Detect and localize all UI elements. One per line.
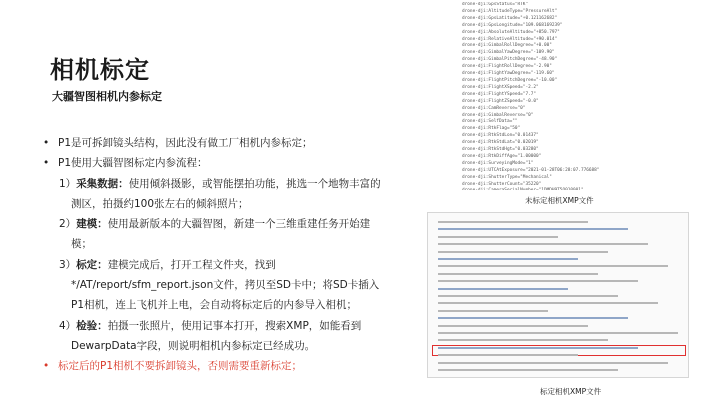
xmp-text-line — [438, 362, 668, 364]
xmp-line: drone-dji:FlightXSpeed="-2.2" — [462, 84, 539, 90]
xmp-text-line — [438, 310, 548, 312]
xmp-text-line — [438, 295, 618, 297]
step-number: 3） — [59, 258, 77, 271]
xmp-text-line — [438, 288, 568, 290]
xmp-text-line — [438, 302, 658, 304]
xmp-line: drone-dji:SelfData="" — [462, 119, 518, 125]
step-text: 拍摄一张照片，使用记事本打开，搜索XMP，如能看到DewarpData字段，则说明相机内参标定已经成功。 — [71, 319, 362, 352]
xmp-line: drone-dji:RelativeAltitude="+90.014" — [462, 36, 558, 42]
step-number: 4） — [59, 319, 77, 332]
xmp-line: drone-dji:GimbalYawDegree="-109.90" — [462, 50, 555, 56]
xmp-line: drone-dji:ShutterType="Mechanical" — [462, 174, 552, 180]
xmp-text-line — [438, 317, 628, 319]
step-text: 使用最新版本的大疆智图，新建一个三维重建任务开始建模； — [71, 218, 371, 251]
xmp-text-line — [438, 280, 638, 282]
step-modeling — [40, 214, 385, 255]
xmp-line: drone-dji:UTCAtExposure="2021-01-28T06:28:07.776688" — [462, 167, 600, 173]
xmp-line: drone-dji:GpsStatus="RTK" — [462, 2, 529, 7]
step-collect-data — [40, 174, 385, 215]
xmp-text-line — [438, 369, 618, 371]
step-keyword: 标定： — [76, 258, 108, 271]
xmp-line: drone-dji:GimbalRollDegree="+0.00" — [462, 43, 552, 49]
bullet-dot-icon: • — [43, 157, 50, 170]
xmp-line — [462, 188, 637, 190]
xmp-text-line — [438, 236, 558, 238]
bullet-dot-icon: • — [43, 137, 50, 149]
xmp-text-line — [438, 221, 588, 223]
bullet-item — [40, 153, 385, 173]
bullet-item — [40, 133, 385, 153]
step-text: 使用倾斜摄影，或智能摆拍功能，挑选一个地物丰富的测区，拍摄约100张左右的倾斜照片； — [71, 177, 381, 210]
xmp-line: drone-dji:SurveyingMode="1" — [462, 160, 534, 166]
bullet-text: 标定后的P1相机不要拆卸镜头，否则需要重新标定； — [58, 360, 303, 373]
xmp-line: drone-dji:FlightZSpeed="-0.0" — [462, 98, 539, 104]
xmp-line: drone-dji:RtkStdHgt="0.03280" — [462, 147, 539, 153]
step-verification — [40, 316, 385, 357]
step-keyword: 采集数据： — [76, 177, 129, 190]
xmp-text-line — [438, 243, 648, 245]
bullet-text: P1使用大疆智图标定内参流程： — [58, 157, 208, 170]
bullet-dot-icon: • — [43, 360, 50, 373]
slide-title: 相机标定 — [50, 56, 150, 84]
step-keyword: 检验： — [76, 319, 108, 332]
xmp-text-line — [438, 347, 638, 349]
xmp-text-line — [438, 325, 588, 327]
xmp-line: drone-dji:GimbalPitchDegree="-48.90" — [462, 57, 558, 63]
slide-subtitle: 大疆智图相机内参标定 — [52, 90, 162, 103]
xmp-line: drone-dji:FlightPitchDegree="-10.00" — [462, 77, 558, 83]
xmp-line: drone-dji:AbsoluteAltitude="+850.797" — [462, 29, 560, 35]
xmp-text-line — [438, 258, 578, 260]
xmp-text-line — [438, 265, 668, 267]
xmp-line: drone-dji:RtkStdLon="0.01437" — [462, 133, 539, 139]
slide-body — [40, 133, 385, 377]
caption-calibrated-xmp: 标定相机XMP文件 — [540, 387, 602, 396]
xmp-line: drone-dji:RtkStdLat="0.02019" — [462, 140, 539, 146]
step-number: 2） — [59, 218, 77, 231]
step-number: 1） — [59, 177, 77, 190]
xmp-text-line — [438, 251, 608, 253]
xmp-text-line — [438, 339, 608, 341]
step-keyword: 建模： — [76, 218, 108, 231]
calibrated-xmp-screenshot — [427, 212, 689, 378]
xmp-line: drone-dji:GimbalReverse="0" — [462, 112, 534, 118]
step-text: 建模完成后，打开工程文件夹，找到*/AT/report/sfm_report.json文件，拷贝至SD卡中；将SD卡插入P1相机，连上飞机并上电，会自动将标定后的内参导入相机； — [71, 258, 380, 312]
xmp-text-line — [438, 228, 628, 230]
xmp-line: drone-dji:AltitudeType="PressureAlt" — [462, 8, 558, 14]
xmp-line: drone-dji:RtkDiffAge="1.00000" — [462, 153, 542, 159]
xmp-line: drone-dji:CamReverse="0" — [462, 105, 526, 111]
bullet-item-warning — [40, 356, 385, 376]
step-calibration — [40, 255, 385, 316]
caption-uncalibrated-xmp: 未标定相机XMP文件 — [525, 196, 594, 205]
xmp-text-line — [438, 332, 678, 334]
xmp-text-line — [438, 354, 578, 356]
xmp-line: drone-dji:FlightYSpeed="7.7" — [462, 91, 537, 97]
xmp-line: drone-dji:GpsLatitude="+0.121162682" — [462, 15, 558, 21]
xmp-line: drone-dji:FlightYawDegree="-119.60" — [462, 71, 555, 77]
xmp-line: drone-dji:GpsLongitude="109.068169239" — [462, 22, 563, 28]
bullet-text: P1是可拆卸镜头结构，因此没有做工厂相机内参标定； — [58, 137, 313, 149]
xmp-text-line — [438, 273, 598, 275]
xmp-line: drone-dji:ShutterCount="35220" — [462, 181, 542, 187]
xmp-line: drone-dji:RtkFlag="50" — [462, 126, 521, 132]
xmp-line: drone-dji:FlightRollDegree="-2.90" — [462, 64, 552, 70]
uncalibrated-xmp-screenshot — [462, 2, 637, 190]
